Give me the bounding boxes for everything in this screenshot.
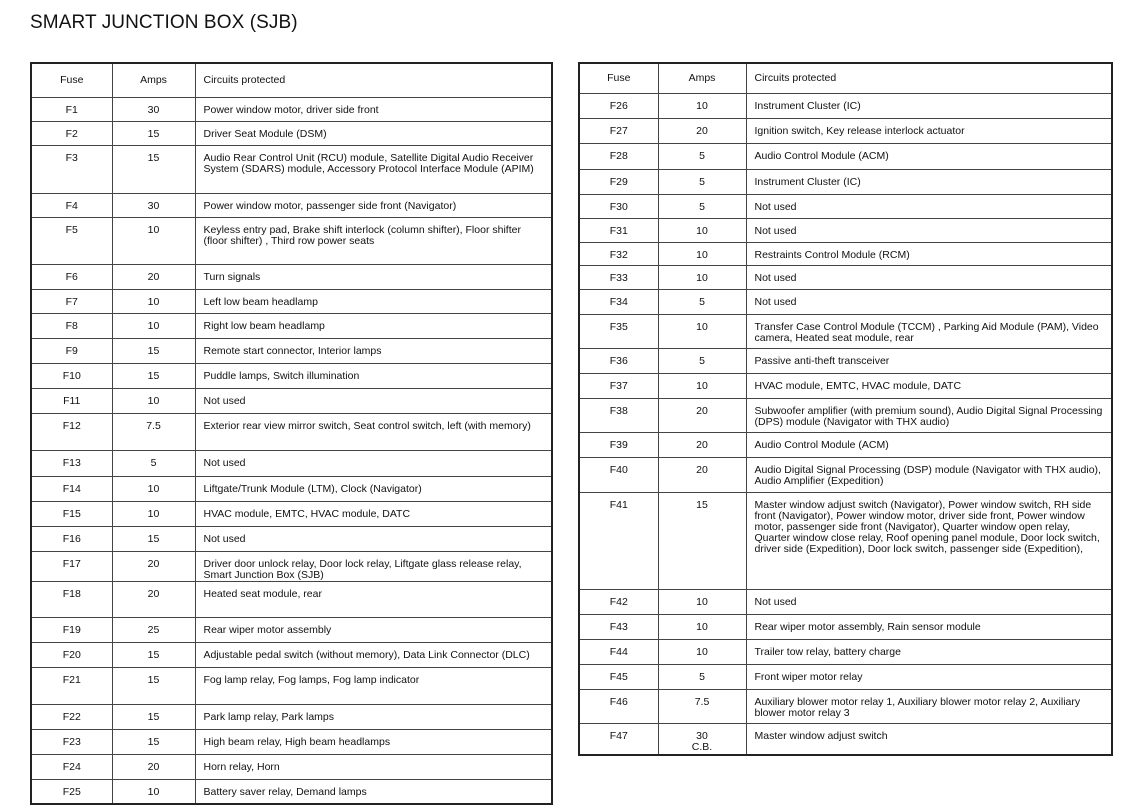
circuits-cell: HVAC module, EMTC, HVAC module, DATC [195, 501, 552, 526]
circuits-cell: Not used [746, 218, 1112, 242]
fuse-cell: F24 [31, 754, 112, 779]
fuse-cell: F38 [579, 398, 658, 432]
amps-cell: 5 [112, 450, 195, 476]
amps-cell: 10 [112, 779, 195, 804]
fuse-cell: F43 [579, 614, 658, 639]
table-row [31, 363, 552, 388]
table-row [31, 413, 552, 450]
circuits-cell: Right low beam headlamp [195, 313, 552, 338]
amps-cell: 10 [112, 476, 195, 501]
column-header-fuse: Fuse [579, 63, 658, 93]
circuits-cell: Subwoofer amplifier (with premium sound), Audio Digital Signal Processing (DPS) module (Navigator with THX audio) [746, 398, 1112, 432]
circuits-cell: Restraints Control Module (RCM) [746, 242, 1112, 265]
circuits-cell: Front wiper motor relay [746, 664, 1112, 689]
fuse-cell: F8 [31, 313, 112, 338]
circuits-cell: Adjustable pedal switch (without memory), Data Link Connector (DLC) [195, 642, 552, 667]
table-row [579, 639, 1112, 664]
fuse-cell: F3 [31, 145, 112, 193]
table-row [579, 398, 1112, 432]
circuits-cell: Rear wiper motor assembly, Rain sensor module [746, 614, 1112, 639]
circuits-cell: Park lamp relay, Park lamps [195, 704, 552, 729]
amps-cell: 10 [658, 242, 746, 265]
table-row [579, 93, 1112, 118]
table-row [31, 338, 552, 363]
fuse-cell: F37 [579, 373, 658, 398]
circuits-cell: Audio Control Module (ACM) [746, 143, 1112, 169]
table-row [579, 614, 1112, 639]
fuse-table-left [30, 62, 553, 805]
circuits-cell: Auxiliary blower motor relay 1, Auxiliary blower motor relay 2, Auxiliary blower motor relay 3 [746, 689, 1112, 723]
table-row [31, 779, 552, 804]
fuse-cell: F1 [31, 97, 112, 121]
circuits-cell: Audio Digital Signal Processing (DSP) module (Navigator with THX audio), Audio Amplifier (Expedition) [746, 457, 1112, 492]
amps-cell: 10 [658, 93, 746, 118]
table-row [31, 754, 552, 779]
table-row [31, 581, 552, 617]
circuits-cell: Driver Seat Module (DSM) [195, 121, 552, 145]
table-row [579, 242, 1112, 265]
table-row [31, 450, 552, 476]
fuse-cell: F36 [579, 348, 658, 373]
circuits-cell: Master window adjust switch [746, 723, 1112, 755]
table-row [579, 143, 1112, 169]
fuse-cell: F39 [579, 432, 658, 457]
header-row [579, 63, 1112, 93]
circuits-cell: Exterior rear view mirror switch, Seat control switch, left (with memory) [195, 413, 552, 450]
fuse-cell: F44 [579, 639, 658, 664]
amps-cell: 15 [112, 363, 195, 388]
fuse-cell: F42 [579, 589, 658, 614]
table-row [31, 617, 552, 642]
table-row [579, 169, 1112, 194]
table-row [579, 289, 1112, 314]
fuse-cell: F19 [31, 617, 112, 642]
circuits-cell: Rear wiper motor assembly [195, 617, 552, 642]
fuse-cell: F5 [31, 217, 112, 264]
fuse-cell: F31 [579, 218, 658, 242]
fuse-cell: F15 [31, 501, 112, 526]
amps-cell: 10 [112, 313, 195, 338]
column-header-amps: Amps [658, 63, 746, 93]
circuits-cell: Not used [195, 388, 552, 413]
fuse-cell: F26 [579, 93, 658, 118]
amps-cell: 10 [658, 589, 746, 614]
amps-cell: 30 [112, 97, 195, 121]
table-row [579, 314, 1112, 348]
fuse-cell: F10 [31, 363, 112, 388]
fuse-cell: F34 [579, 289, 658, 314]
fuse-cell: F9 [31, 338, 112, 363]
table-row [579, 194, 1112, 218]
table-row [579, 265, 1112, 289]
amps-cell: 7.5 [112, 413, 195, 450]
circuits-cell: Transfer Case Control Module (TCCM) , Parking Aid Module (PAM), Video camera, Heated seat module, rear [746, 314, 1112, 348]
table-row [31, 121, 552, 145]
circuits-cell: Horn relay, Horn [195, 754, 552, 779]
amps-cell: 5 [658, 664, 746, 689]
table-row [31, 526, 552, 551]
table-row [579, 432, 1112, 457]
table-row [579, 118, 1112, 143]
amps-cell: 15 [112, 642, 195, 667]
fuse-cell: F7 [31, 289, 112, 313]
amps-cell: 10 [112, 217, 195, 264]
circuits-cell: Heated seat module, rear [195, 581, 552, 617]
fuse-cell: F33 [579, 265, 658, 289]
circuits-cell: Not used [195, 526, 552, 551]
fuse-cell: F28 [579, 143, 658, 169]
amps-cell: 20 [658, 432, 746, 457]
amps-cell: 5 [658, 143, 746, 169]
table-row [31, 642, 552, 667]
table-row [579, 689, 1112, 723]
amps-cell: 20 [658, 398, 746, 432]
header-row [31, 63, 552, 97]
column-header-fuse: Fuse [31, 63, 112, 97]
fuse-cell: F20 [31, 642, 112, 667]
circuits-cell: Master window adjust switch (Navigator), Power window switch, RH side front (Navigator), Power window motor, driver side front, Power window motor, passenger side front (Navigator), Quarter window open relay, Quarter window close relay, Roof opening panel module, Door lock switch, driver side (Expedition), Door lock switch, passenger side (Expedition), [746, 492, 1112, 589]
circuits-cell: Power window motor, passenger side front (Navigator) [195, 193, 552, 217]
table-row [31, 729, 552, 754]
circuits-cell: Not used [195, 450, 552, 476]
amps-cell: 5 [658, 169, 746, 194]
circuits-cell: Not used [746, 289, 1112, 314]
fuse-cell: F41 [579, 492, 658, 589]
circuits-cell: Audio Rear Control Unit (RCU) module, Satellite Digital Audio Receiver System (SDARS) module, Accessory Protocol Interface Module (APIM) [195, 145, 552, 193]
table-row [31, 193, 552, 217]
column-header-amps: Amps [112, 63, 195, 97]
amps-cell: 10 [658, 218, 746, 242]
amps-cell: 30 C.B. [658, 723, 746, 755]
page-title: SMART JUNCTION BOX (SJB) [30, 12, 298, 33]
table-row [31, 667, 552, 704]
circuits-cell: Instrument Cluster (IC) [746, 93, 1112, 118]
fuse-cell: F47 [579, 723, 658, 755]
circuits-cell: Instrument Cluster (IC) [746, 169, 1112, 194]
circuits-cell: Power window motor, driver side front [195, 97, 552, 121]
table-row [31, 97, 552, 121]
circuits-cell: Not used [746, 265, 1112, 289]
amps-cell: 20 [658, 457, 746, 492]
fuse-cell: F4 [31, 193, 112, 217]
circuits-cell: Not used [746, 194, 1112, 218]
amps-cell: 25 [112, 617, 195, 642]
amps-cell: 20 [112, 551, 195, 581]
table-row [579, 589, 1112, 614]
table-row [579, 723, 1112, 755]
amps-cell: 15 [112, 667, 195, 704]
table-row [31, 551, 552, 581]
table-row [579, 664, 1112, 689]
table-row [31, 388, 552, 413]
table-row [579, 492, 1112, 589]
circuits-cell: Keyless entry pad, Brake shift interlock (column shifter), Floor shifter (floor shifter) , Third row power seats [195, 217, 552, 264]
fuse-cell: F17 [31, 551, 112, 581]
amps-cell: 15 [112, 145, 195, 193]
fuse-cell: F29 [579, 169, 658, 194]
amps-cell: 7.5 [658, 689, 746, 723]
column-header-circuits: Circuits protected [195, 63, 552, 97]
fuse-cell: F13 [31, 450, 112, 476]
table-row [579, 457, 1112, 492]
table-row [31, 476, 552, 501]
fuse-cell: F30 [579, 194, 658, 218]
column-header-circuits: Circuits protected [746, 63, 1112, 93]
amps-cell: 15 [112, 704, 195, 729]
amps-cell: 20 [112, 754, 195, 779]
fuse-cell: F18 [31, 581, 112, 617]
circuits-cell: Left low beam headlamp [195, 289, 552, 313]
fuse-cell: F21 [31, 667, 112, 704]
circuits-cell: Turn signals [195, 264, 552, 289]
fuse-cell: F27 [579, 118, 658, 143]
fuse-cell: F11 [31, 388, 112, 413]
amps-cell: 10 [112, 289, 195, 313]
amps-cell: 15 [112, 526, 195, 551]
amps-cell: 5 [658, 194, 746, 218]
fuse-cell: F35 [579, 314, 658, 348]
table-row [579, 373, 1112, 398]
circuits-cell: Ignition switch, Key release interlock actuator [746, 118, 1112, 143]
table-row [579, 348, 1112, 373]
table-row [31, 704, 552, 729]
circuits-cell: HVAC module, EMTC, HVAC module, DATC [746, 373, 1112, 398]
amps-cell: 20 [112, 264, 195, 289]
circuits-cell: Liftgate/Trunk Module (LTM), Clock (Navigator) [195, 476, 552, 501]
amps-cell: 10 [658, 639, 746, 664]
amps-cell: 10 [658, 373, 746, 398]
amps-cell: 30 [112, 193, 195, 217]
fuse-cell: F22 [31, 704, 112, 729]
amps-cell: 5 [658, 289, 746, 314]
circuits-cell: Passive anti-theft transceiver [746, 348, 1112, 373]
table-row [31, 145, 552, 193]
fuse-cell: F12 [31, 413, 112, 450]
circuits-cell: Puddle lamps, Switch illumination [195, 363, 552, 388]
amps-cell: 15 [112, 729, 195, 754]
amps-cell: 15 [112, 338, 195, 363]
amps-cell: 15 [658, 492, 746, 589]
fuse-cell: F25 [31, 779, 112, 804]
amps-cell: 10 [658, 614, 746, 639]
circuits-cell: Driver door unlock relay, Door lock relay, Liftgate glass release relay, Smart Junction Box (SJB) [195, 551, 552, 581]
amps-cell: 5 [658, 348, 746, 373]
amps-cell: 10 [658, 314, 746, 348]
circuits-cell: Trailer tow relay, battery charge [746, 639, 1112, 664]
circuits-cell: High beam relay, High beam headlamps [195, 729, 552, 754]
fuse-cell: F40 [579, 457, 658, 492]
table-row [31, 313, 552, 338]
fuse-cell: F46 [579, 689, 658, 723]
amps-cell: 10 [658, 265, 746, 289]
table-row [579, 218, 1112, 242]
amps-cell: 10 [112, 501, 195, 526]
amps-cell: 10 [112, 388, 195, 413]
fuse-cell: F23 [31, 729, 112, 754]
amps-cell: 15 [112, 121, 195, 145]
fuse-cell: F6 [31, 264, 112, 289]
fuse-cell: F45 [579, 664, 658, 689]
fuse-cell: F32 [579, 242, 658, 265]
fuse-cell: F14 [31, 476, 112, 501]
fuse-cell: F2 [31, 121, 112, 145]
circuits-cell: Battery saver relay, Demand lamps [195, 779, 552, 804]
table-row [31, 217, 552, 264]
fuse-table-right [578, 62, 1113, 756]
table-row [31, 289, 552, 313]
table-row [31, 501, 552, 526]
circuits-cell: Fog lamp relay, Fog lamps, Fog lamp indicator [195, 667, 552, 704]
fuse-cell: F16 [31, 526, 112, 551]
circuits-cell: Audio Control Module (ACM) [746, 432, 1112, 457]
amps-cell: 20 [658, 118, 746, 143]
circuits-cell: Remote start connector, Interior lamps [195, 338, 552, 363]
amps-cell: 20 [112, 581, 195, 617]
table-row [31, 264, 552, 289]
circuits-cell: Not used [746, 589, 1112, 614]
